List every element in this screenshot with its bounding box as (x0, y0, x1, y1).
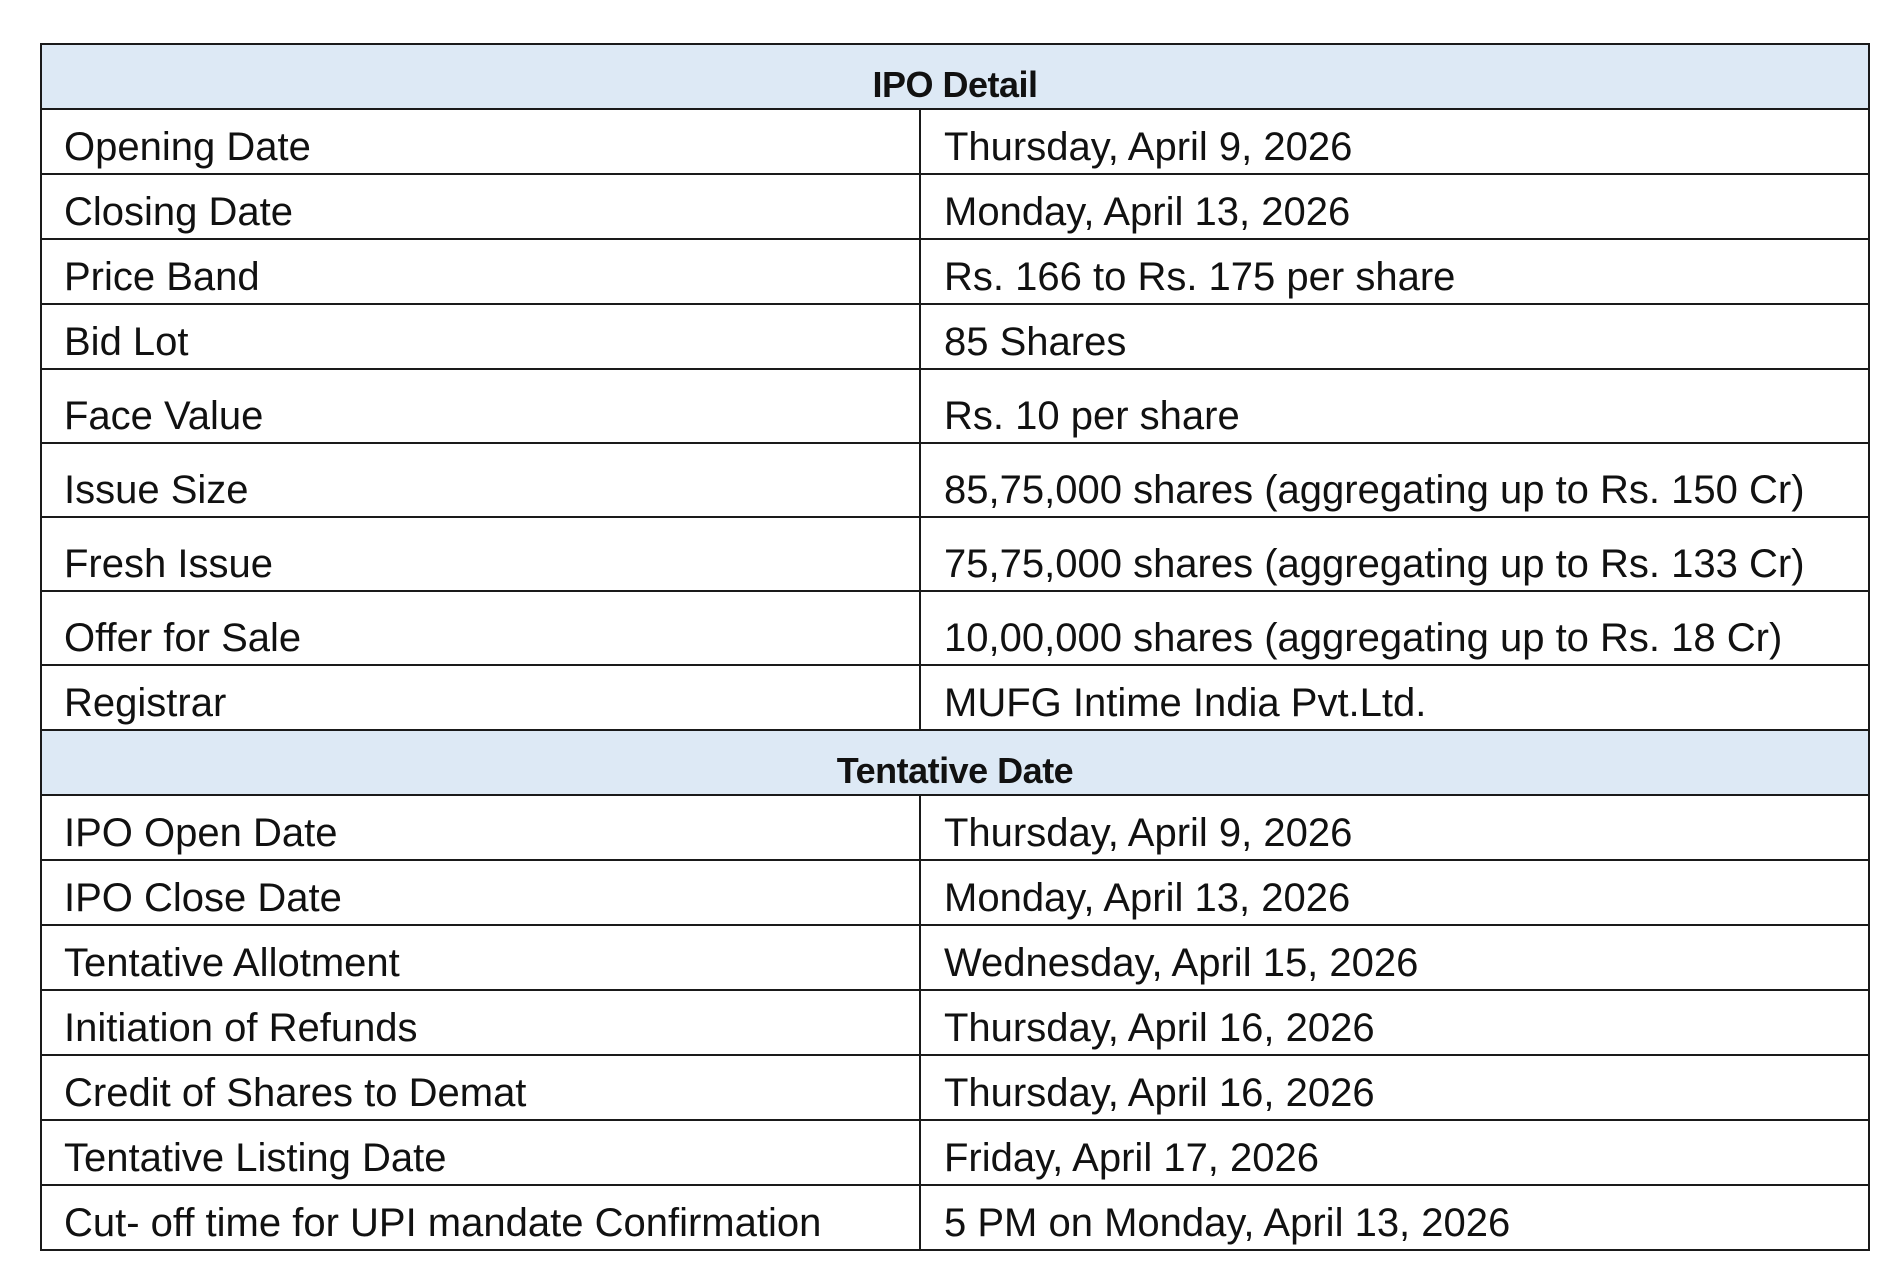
row-value: 75,75,000 shares (aggregating up to Rs. 133 Cr) (920, 517, 1869, 591)
row-value: MUFG Intime India Pvt.Ltd. (920, 665, 1869, 730)
row-value: Thursday, April 16, 2026 (920, 1055, 1869, 1120)
table-row (41, 925, 1869, 990)
table-row (41, 795, 1869, 860)
table-row (41, 665, 1869, 730)
table-row (41, 109, 1869, 174)
row-value: 10,00,000 shares (aggregating up to Rs. 18 Cr) (920, 591, 1869, 665)
table-row (41, 1185, 1869, 1250)
row-label: Registrar (41, 665, 920, 730)
table-row (41, 239, 1869, 304)
row-label: Opening Date (41, 109, 920, 174)
row-value: Friday, April 17, 2026 (920, 1120, 1869, 1185)
table-row (41, 517, 1869, 591)
table-row (41, 443, 1869, 517)
row-label: Initiation of Refunds (41, 990, 920, 1055)
table-row (41, 860, 1869, 925)
row-value: 85,75,000 shares (aggregating up to Rs. 150 Cr) (920, 443, 1869, 517)
table-row (41, 1120, 1869, 1185)
row-label: Face Value (41, 369, 920, 443)
row-value: Thursday, April 9, 2026 (920, 109, 1869, 174)
row-label: IPO Close Date (41, 860, 920, 925)
row-label: Closing Date (41, 174, 920, 239)
row-value: Monday, April 13, 2026 (920, 174, 1869, 239)
row-label: Fresh Issue (41, 517, 920, 591)
row-label: Tentative Listing Date (41, 1120, 920, 1185)
row-value: Thursday, April 9, 2026 (920, 795, 1869, 860)
row-value: 5 PM on Monday, April 13, 2026 (920, 1185, 1869, 1250)
table-row (41, 990, 1869, 1055)
row-value: Thursday, April 16, 2026 (920, 990, 1869, 1055)
row-label: Credit of Shares to Demat (41, 1055, 920, 1120)
row-value: Rs. 10 per share (920, 369, 1869, 443)
ipo-table (40, 43, 1870, 1251)
section-header-row (41, 730, 1869, 795)
table-row (41, 591, 1869, 665)
row-label: Offer for Sale (41, 591, 920, 665)
row-value: Monday, April 13, 2026 (920, 860, 1869, 925)
table-row (41, 1055, 1869, 1120)
row-value: 85 Shares (920, 304, 1869, 369)
table-row (41, 369, 1869, 443)
ipo-detail-header: IPO Detail (41, 44, 1869, 109)
row-label: Price Band (41, 239, 920, 304)
row-value: Rs. 166 to Rs. 175 per share (920, 239, 1869, 304)
row-value: Wednesday, April 15, 2026 (920, 925, 1869, 990)
row-label: Issue Size (41, 443, 920, 517)
tentative-date-header: Tentative Date (41, 730, 1869, 795)
row-label: IPO Open Date (41, 795, 920, 860)
section-header-row (41, 44, 1869, 109)
row-label: Bid Lot (41, 304, 920, 369)
table-row (41, 174, 1869, 239)
row-label: Tentative Allotment (41, 925, 920, 990)
row-label: Cut- off time for UPI mandate Confirmation (41, 1185, 920, 1250)
table-row (41, 304, 1869, 369)
